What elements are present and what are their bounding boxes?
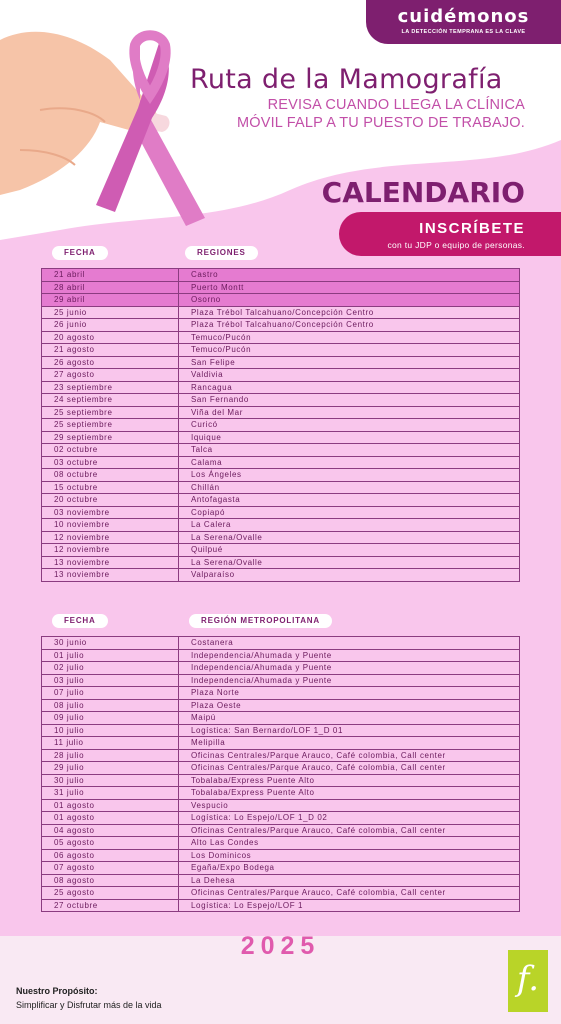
date-cell: 30 junio (42, 637, 179, 650)
date-cell: 11 julio (42, 737, 179, 750)
table-row (42, 812, 520, 825)
date-cell: 15 octubre (42, 481, 179, 494)
table-row (42, 369, 520, 382)
date-cell: 13 noviembre (42, 569, 179, 582)
metro-table (41, 636, 520, 912)
date-cell: 21 agosto (42, 344, 179, 357)
table-row (42, 637, 520, 650)
location-cell: Curicó (179, 419, 520, 432)
location-cell: Los Dominicos (179, 849, 520, 862)
date-cell: 25 agosto (42, 887, 179, 900)
table-row (42, 787, 520, 800)
location-cell: Temuco/Pucón (179, 331, 520, 344)
location-cell: La Dehesa (179, 874, 520, 887)
signup-subtitle: con tu JDP o equipo de personas. (387, 240, 525, 250)
table-row (42, 737, 520, 750)
subtitle-line-1: REVISA CUANDO LLEGA LA CLÍNICA (267, 97, 525, 113)
table-row (42, 331, 520, 344)
brand-banner (366, 0, 561, 44)
location-cell: Alto Las Condes (179, 837, 520, 850)
location-cell: Valparaíso (179, 569, 520, 582)
date-cell: 02 julio (42, 662, 179, 675)
date-cell: 04 agosto (42, 824, 179, 837)
date-cell: 12 noviembre (42, 544, 179, 557)
table-row (42, 799, 520, 812)
regions-col-fecha: FECHA (52, 246, 108, 260)
table-row (42, 699, 520, 712)
location-cell: Castro (179, 269, 520, 282)
location-cell: Melipilla (179, 737, 520, 750)
location-cell: Costanera (179, 637, 520, 650)
location-cell: La Serena/Ovalle (179, 556, 520, 569)
falabella-logo: f. (508, 950, 548, 1012)
location-cell: Maipú (179, 712, 520, 725)
table-row (42, 862, 520, 875)
table-row (42, 824, 520, 837)
location-cell: Osorno (179, 294, 520, 307)
purpose-title: Nuestro Propósito: (16, 986, 98, 996)
location-cell: Independencia/Ahumada y Puente (179, 662, 520, 675)
date-cell: 02 octubre (42, 444, 179, 457)
page-subtitle (195, 96, 525, 132)
location-cell: Plaza Trébol Talcahuano/Concepción Centro (179, 306, 520, 319)
date-cell: 20 octubre (42, 494, 179, 507)
table-row (42, 494, 520, 507)
table-row (42, 306, 520, 319)
table-row (42, 749, 520, 762)
table-row (42, 394, 520, 407)
date-cell: 10 noviembre (42, 519, 179, 532)
table-row (42, 662, 520, 675)
location-cell: Quilpué (179, 544, 520, 557)
date-cell: 09 julio (42, 712, 179, 725)
table-row (42, 674, 520, 687)
table-row (42, 762, 520, 775)
location-cell: Valdivia (179, 369, 520, 382)
location-cell: San Felipe (179, 356, 520, 369)
date-cell: 08 julio (42, 699, 179, 712)
date-cell: 21 abril (42, 269, 179, 282)
date-cell: 08 agosto (42, 874, 179, 887)
table-row (42, 544, 520, 557)
date-cell: 25 septiembre (42, 406, 179, 419)
location-cell: Egaña/Expo Bodega (179, 862, 520, 875)
location-cell: Calama (179, 456, 520, 469)
date-cell: 25 septiembre (42, 419, 179, 432)
date-cell: 07 agosto (42, 862, 179, 875)
table-row (42, 481, 520, 494)
location-cell: Chillán (179, 481, 520, 494)
location-cell: Independencia/Ahumada y Puente (179, 674, 520, 687)
date-cell: 20 agosto (42, 331, 179, 344)
page-title: Ruta de la Mamografía (190, 64, 503, 95)
date-cell: 26 junio (42, 319, 179, 332)
location-cell: Independencia/Ahumada y Puente (179, 649, 520, 662)
location-cell: Oficinas Centrales/Parque Arauco, Café colombia, Call center (179, 762, 520, 775)
date-cell: 13 noviembre (42, 556, 179, 569)
location-cell: Tobalaba/Express Puente Alto (179, 774, 520, 787)
location-cell: Talca (179, 444, 520, 457)
date-cell: 29 abril (42, 294, 179, 307)
date-cell: 06 agosto (42, 849, 179, 862)
date-cell: 29 julio (42, 762, 179, 775)
location-cell: Antofagasta (179, 494, 520, 507)
date-cell: 08 octubre (42, 469, 179, 482)
table-row (42, 849, 520, 862)
table-row (42, 269, 520, 282)
location-cell: Iquique (179, 431, 520, 444)
date-cell: 31 julio (42, 787, 179, 800)
table-row (42, 874, 520, 887)
location-cell: Logística: Lo Espejo/LOF 1_D 02 (179, 812, 520, 825)
table-row (42, 556, 520, 569)
location-cell: Puerto Montt (179, 281, 520, 294)
table-row (42, 837, 520, 850)
location-cell: La Serena/Ovalle (179, 531, 520, 544)
table-row (42, 419, 520, 432)
date-cell: 05 agosto (42, 837, 179, 850)
metro-col-fecha: FECHA (52, 614, 108, 628)
date-cell: 03 octubre (42, 456, 179, 469)
date-cell: 12 noviembre (42, 531, 179, 544)
date-cell: 01 agosto (42, 812, 179, 825)
location-cell: Rancagua (179, 381, 520, 394)
table-row (42, 774, 520, 787)
date-cell: 03 noviembre (42, 506, 179, 519)
calendar-title: CALENDARIO (321, 176, 525, 209)
date-cell: 30 julio (42, 774, 179, 787)
regions-col-region: REGIONES (185, 246, 258, 260)
date-cell: 25 junio (42, 306, 179, 319)
location-cell: Oficinas Centrales/Parque Arauco, Café colombia, Call center (179, 749, 520, 762)
table-row (42, 344, 520, 357)
location-cell: Copiapó (179, 506, 520, 519)
date-cell: 01 agosto (42, 799, 179, 812)
date-cell: 26 agosto (42, 356, 179, 369)
table-row (42, 649, 520, 662)
date-cell: 27 agosto (42, 369, 179, 382)
date-cell: 01 julio (42, 649, 179, 662)
table-row (42, 531, 520, 544)
table-row (42, 519, 520, 532)
table-row (42, 444, 520, 457)
location-cell: Viña del Mar (179, 406, 520, 419)
date-cell: 23 septiembre (42, 381, 179, 394)
table-row (42, 281, 520, 294)
date-cell: 03 julio (42, 674, 179, 687)
table-row (42, 569, 520, 582)
location-cell: Temuco/Pucón (179, 344, 520, 357)
purpose-text: Simplificar y Disfrutar más de la vida (16, 1000, 162, 1010)
location-cell: Los Ángeles (179, 469, 520, 482)
signup-title: INSCRÍBETE (419, 220, 525, 237)
location-cell: Vespucio (179, 799, 520, 812)
location-cell: Logística: Lo Espejo/LOF 1 (179, 899, 520, 912)
brand-name: cuidémonos (397, 6, 530, 27)
date-cell: 07 julio (42, 687, 179, 700)
table-row (42, 469, 520, 482)
table-row (42, 687, 520, 700)
location-cell: La Calera (179, 519, 520, 532)
table-row (42, 724, 520, 737)
date-cell: 24 septiembre (42, 394, 179, 407)
brand-tagline: LA DETECCIÓN TEMPRANA ES LA CLAVE (401, 29, 526, 35)
date-cell: 28 abril (42, 281, 179, 294)
location-cell: San Fernando (179, 394, 520, 407)
regions-table (41, 268, 520, 582)
location-cell: Plaza Oeste (179, 699, 520, 712)
date-cell: 27 octubre (42, 899, 179, 912)
table-row (42, 506, 520, 519)
signup-banner[interactable] (339, 212, 561, 256)
location-cell: Tobalaba/Express Puente Alto (179, 787, 520, 800)
table-row (42, 356, 520, 369)
location-cell: Logística: San Bernardo/LOF 1_D 01 (179, 724, 520, 737)
subtitle-line-2: MÓVIL FALP A TU PUESTO DE TRABAJO. (236, 115, 525, 131)
location-cell: Oficinas Centrales/Parque Arauco, Café colombia, Call center (179, 887, 520, 900)
table-row (42, 381, 520, 394)
location-cell: Plaza Trébol Talcahuano/Concepción Centro (179, 319, 520, 332)
year: 2025 (240, 932, 321, 960)
date-cell: 29 septiembre (42, 431, 179, 444)
date-cell: 28 julio (42, 749, 179, 762)
table-row (42, 712, 520, 725)
table-row (42, 887, 520, 900)
table-row (42, 899, 520, 912)
table-row (42, 319, 520, 332)
location-cell: Oficinas Centrales/Parque Arauco, Café colombia, Call center (179, 824, 520, 837)
table-row (42, 406, 520, 419)
date-cell: 10 julio (42, 724, 179, 737)
table-row (42, 431, 520, 444)
table-row (42, 456, 520, 469)
metro-col-region: REGIÓN METROPOLITANA (189, 614, 332, 628)
location-cell: Plaza Norte (179, 687, 520, 700)
table-row (42, 294, 520, 307)
